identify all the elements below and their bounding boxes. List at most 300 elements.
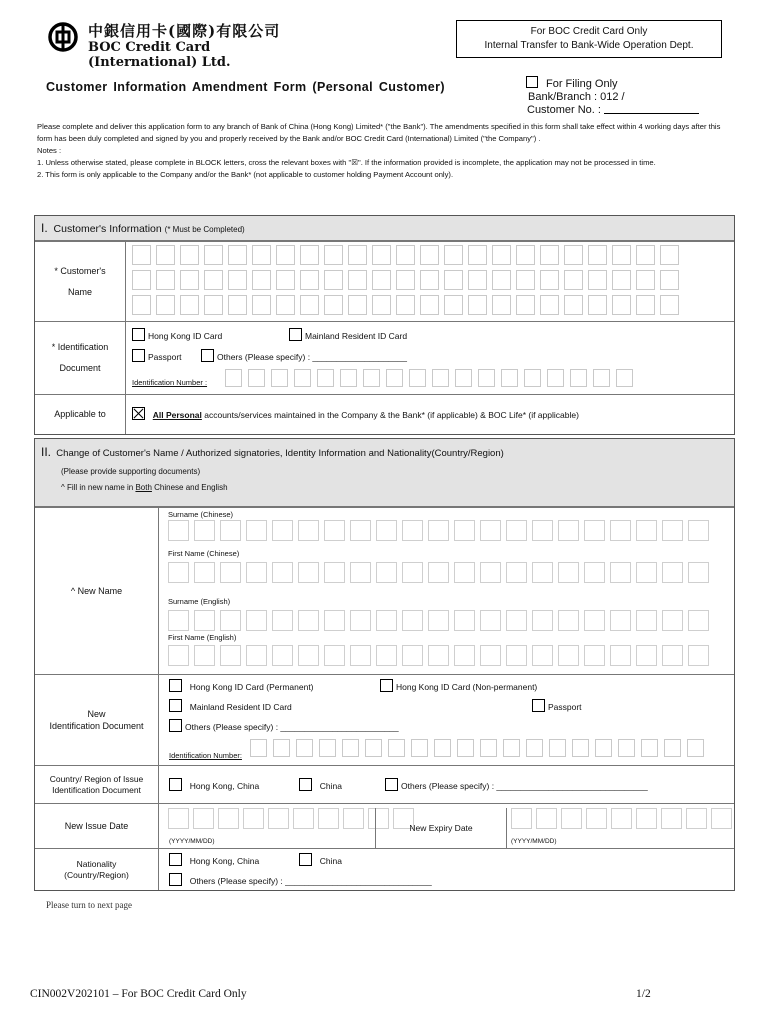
country-option-hk-china[interactable] [169, 778, 259, 791]
char-box[interactable] [584, 645, 605, 666]
filing-block [526, 76, 726, 117]
char-box[interactable] [558, 610, 579, 631]
char-box[interactable] [324, 245, 343, 265]
option-mainland-id-new[interactable] [169, 699, 292, 712]
char-box[interactable] [228, 270, 247, 290]
char-box[interactable] [228, 245, 247, 265]
char-box[interactable] [516, 295, 535, 315]
char-box[interactable] [636, 520, 657, 541]
char-box[interactable] [536, 808, 557, 829]
char-box[interactable] [168, 520, 189, 541]
char-box[interactable] [132, 295, 151, 315]
char-box[interactable] [588, 295, 607, 315]
char-box[interactable] [388, 739, 405, 757]
new-id-label-line2: Identification Document [49, 721, 144, 731]
hkid-nonpermanent-checkbox[interactable] [380, 679, 393, 692]
section-1-note: (* Must be Completed) [164, 225, 245, 234]
char-box[interactable] [532, 520, 553, 541]
char-box[interactable] [168, 808, 189, 829]
char-box[interactable] [688, 562, 709, 583]
char-box[interactable] [610, 562, 631, 583]
option-others-new[interactable] [169, 719, 399, 732]
applicable-label: Applicable to [35, 395, 126, 434]
char-box[interactable] [225, 369, 242, 387]
char-box[interactable] [593, 369, 610, 387]
char-box[interactable] [561, 808, 582, 829]
char-box[interactable] [402, 645, 423, 666]
char-box[interactable] [293, 808, 314, 829]
char-box[interactable] [376, 520, 397, 541]
char-box[interactable] [687, 739, 704, 757]
char-box[interactable] [660, 245, 679, 265]
char-box[interactable] [616, 369, 633, 387]
char-box[interactable] [180, 270, 199, 290]
char-box[interactable] [636, 270, 655, 290]
section-1-number: I. [41, 221, 48, 235]
char-box[interactable] [468, 270, 487, 290]
char-box[interactable] [688, 645, 709, 666]
nationality-others-checkbox[interactable] [169, 873, 182, 886]
char-box[interactable] [501, 369, 518, 387]
char-box[interactable] [661, 808, 682, 829]
issue-expiry-row [35, 803, 734, 848]
char-box[interactable] [350, 610, 371, 631]
char-box[interactable] [618, 739, 635, 757]
country-china-label: China [319, 781, 342, 791]
char-box[interactable] [317, 369, 334, 387]
char-box[interactable] [324, 520, 345, 541]
char-box[interactable] [350, 562, 371, 583]
char-box[interactable] [516, 245, 535, 265]
applicable-row [35, 394, 734, 434]
surname-chinese-boxes[interactable] [168, 520, 709, 541]
char-box[interactable] [396, 245, 415, 265]
char-box[interactable] [376, 562, 397, 583]
char-box[interactable] [588, 245, 607, 265]
expiry-date-boxes[interactable] [511, 808, 732, 829]
char-box[interactable] [228, 295, 247, 315]
char-box[interactable] [511, 808, 532, 829]
all-personal-checkbox[interactable] [132, 407, 145, 420]
char-box[interactable] [296, 739, 313, 757]
char-box[interactable] [294, 369, 311, 387]
char-box[interactable] [204, 295, 223, 315]
first-name-chinese-label: First Name (Chinese) [168, 549, 240, 558]
customer-no-field[interactable] [604, 104, 699, 114]
char-box[interactable] [444, 295, 463, 315]
char-box[interactable] [586, 808, 607, 829]
issue-date-format: (YYYY/MM/DD) [169, 838, 215, 845]
char-box[interactable] [564, 245, 583, 265]
char-box[interactable] [506, 645, 527, 666]
char-box[interactable] [549, 739, 566, 757]
char-box[interactable] [319, 739, 336, 757]
section-change-information [34, 438, 735, 891]
char-box[interactable] [298, 645, 319, 666]
char-box[interactable] [584, 520, 605, 541]
char-box[interactable] [268, 808, 289, 829]
option-hkid-permanent[interactable] [169, 679, 314, 692]
char-box[interactable] [480, 739, 497, 757]
filing-label: For Filing Only [546, 78, 618, 90]
char-box[interactable] [610, 520, 631, 541]
country-hk-china-checkbox[interactable] [169, 778, 182, 791]
char-box[interactable] [664, 739, 681, 757]
char-box[interactable] [492, 245, 511, 265]
mainland-id-new-checkbox[interactable] [169, 699, 182, 712]
char-box[interactable] [350, 520, 371, 541]
note-1: 1. Unless otherwise stated, please complete in BLOCK letters, cross the relevant boxes with "☒". If the information provided is incomplete, the application may not be processed in time. [37, 158, 656, 167]
char-box[interactable] [572, 739, 589, 757]
hkid-checkbox[interactable] [132, 328, 145, 341]
char-box[interactable] [636, 645, 657, 666]
char-box[interactable] [272, 562, 293, 583]
char-box[interactable] [298, 562, 319, 583]
char-box[interactable] [194, 562, 215, 583]
char-box[interactable] [636, 610, 657, 631]
char-box[interactable] [372, 270, 391, 290]
char-box[interactable] [168, 610, 189, 631]
char-box[interactable] [218, 808, 239, 829]
char-box[interactable] [204, 270, 223, 290]
char-box[interactable] [688, 610, 709, 631]
char-box[interactable] [246, 645, 267, 666]
char-box[interactable] [220, 562, 241, 583]
customer-name-boxes-2[interactable] [132, 270, 679, 290]
identification-row [35, 321, 734, 394]
char-box[interactable] [547, 369, 564, 387]
char-box[interactable] [432, 369, 449, 387]
nationality-row [35, 848, 734, 890]
option-hkid-nonpermanent[interactable] [380, 679, 537, 692]
char-box[interactable] [444, 245, 463, 265]
char-box[interactable] [610, 645, 631, 666]
char-box[interactable] [298, 520, 319, 541]
option-others[interactable] [201, 349, 407, 362]
country-others-checkbox[interactable] [385, 778, 398, 791]
section-2-number: II. [41, 445, 52, 459]
char-box[interactable] [662, 645, 683, 666]
char-box[interactable] [273, 739, 290, 757]
new-id-label [35, 675, 159, 765]
char-box[interactable] [343, 808, 364, 829]
form-title: Customer Information Amendment Form (Personal Customer) [46, 80, 445, 94]
char-box[interactable] [492, 270, 511, 290]
char-box[interactable] [558, 562, 579, 583]
customer-name-row [35, 241, 734, 321]
form-code: CIN002V202101 – For BOC Credit Card Only [30, 988, 247, 1000]
char-box[interactable] [420, 270, 439, 290]
char-box[interactable] [396, 270, 415, 290]
char-box[interactable] [243, 808, 264, 829]
char-box[interactable] [526, 739, 543, 757]
char-box[interactable] [300, 295, 319, 315]
char-box[interactable] [524, 369, 541, 387]
option-mainland-id[interactable] [289, 328, 407, 341]
char-box[interactable] [363, 369, 380, 387]
char-box[interactable] [516, 270, 535, 290]
country-china-checkbox[interactable] [299, 778, 312, 791]
char-box[interactable] [365, 739, 382, 757]
char-box[interactable] [348, 270, 367, 290]
char-box[interactable] [324, 295, 343, 315]
passport-checkbox[interactable] [132, 349, 145, 362]
char-box[interactable] [220, 610, 241, 631]
first-name-chinese-boxes[interactable] [168, 562, 709, 583]
boc-logo-icon [48, 22, 78, 52]
char-box[interactable] [662, 610, 683, 631]
char-box[interactable] [686, 808, 707, 829]
applicable-description: accounts/services maintained in the Company & the Bank* (if applicable) & BOC Life* (if applicable) [204, 410, 579, 420]
char-box[interactable] [711, 808, 732, 829]
new-expiry-date-label: New Expiry Date [375, 808, 507, 848]
country-option-others[interactable] [385, 778, 648, 791]
others-new-checkbox[interactable] [169, 719, 182, 732]
char-box[interactable] [480, 645, 501, 666]
char-box[interactable] [402, 610, 423, 631]
char-box[interactable] [506, 610, 527, 631]
char-box[interactable] [468, 295, 487, 315]
page-number: 1/2 [636, 988, 651, 1000]
country-issue-label [35, 766, 159, 803]
new-id-label-line1: New [87, 709, 106, 719]
char-box[interactable] [372, 245, 391, 265]
char-box[interactable] [503, 739, 520, 757]
customer-no-label: Customer No. : [527, 104, 601, 116]
char-box[interactable] [246, 520, 267, 541]
hkid-permanent-checkbox[interactable] [169, 679, 182, 692]
char-box[interactable] [662, 520, 683, 541]
customer-name-boxes-3[interactable] [132, 295, 679, 315]
char-box[interactable] [300, 270, 319, 290]
char-box[interactable] [272, 520, 293, 541]
applicable-all-personal[interactable] [132, 407, 579, 420]
section-1-title: Customer's Information [53, 223, 162, 235]
passport-new-checkbox[interactable] [532, 699, 545, 712]
new-id-number-boxes[interactable] [250, 739, 704, 757]
nationality-hk-china-checkbox[interactable] [169, 853, 182, 866]
char-box[interactable] [376, 645, 397, 666]
option-passport[interactable] [132, 349, 182, 362]
char-box[interactable] [532, 562, 553, 583]
first-name-english-boxes[interactable] [168, 645, 709, 666]
char-box[interactable] [636, 245, 655, 265]
char-box[interactable] [132, 245, 151, 265]
char-box[interactable] [428, 645, 449, 666]
char-box[interactable] [480, 610, 501, 631]
char-box[interactable] [612, 295, 631, 315]
nationality-china-checkbox[interactable] [299, 853, 312, 866]
char-box[interactable] [434, 739, 451, 757]
char-box[interactable] [402, 562, 423, 583]
mainland-id-checkbox[interactable] [289, 328, 302, 341]
char-box[interactable] [246, 562, 267, 583]
option-passport-new[interactable] [532, 699, 582, 712]
char-box[interactable] [428, 562, 449, 583]
hkid-nonpermanent-label: Hong Kong ID Card (Non-permanent) [396, 682, 538, 692]
char-box[interactable] [595, 739, 612, 757]
char-box[interactable] [636, 562, 657, 583]
char-box[interactable] [271, 369, 288, 387]
char-box[interactable] [532, 610, 553, 631]
char-box[interactable] [348, 295, 367, 315]
customer-name-label [35, 242, 126, 321]
char-box[interactable] [298, 610, 319, 631]
char-box[interactable] [250, 739, 267, 757]
nationality-option-others[interactable] [169, 873, 432, 886]
char-box[interactable] [318, 808, 339, 829]
char-box[interactable] [411, 739, 428, 757]
char-box[interactable] [641, 739, 658, 757]
char-box[interactable] [454, 610, 475, 631]
char-box[interactable] [168, 562, 189, 583]
char-box[interactable] [252, 245, 271, 265]
char-box[interactable] [478, 369, 495, 387]
char-box[interactable] [220, 520, 241, 541]
nationality-label-line1: Nationality [76, 858, 117, 869]
char-box[interactable] [558, 645, 579, 666]
intro-text [37, 121, 737, 181]
char-box[interactable] [324, 610, 345, 631]
char-box[interactable] [180, 245, 199, 265]
char-box[interactable] [252, 295, 271, 315]
char-box[interactable] [376, 610, 397, 631]
char-box[interactable] [156, 270, 175, 290]
char-box[interactable] [180, 295, 199, 315]
char-box[interactable] [428, 610, 449, 631]
char-box[interactable] [340, 369, 357, 387]
mainland-id-label: Mainland Resident ID Card [305, 331, 408, 341]
char-box[interactable] [540, 245, 559, 265]
char-box[interactable] [409, 369, 426, 387]
others-checkbox[interactable] [201, 349, 214, 362]
char-box[interactable] [612, 245, 631, 265]
char-box[interactable] [386, 369, 403, 387]
char-box[interactable] [660, 295, 679, 315]
surname-english-boxes[interactable] [168, 610, 709, 631]
char-box[interactable] [193, 808, 214, 829]
char-box[interactable] [457, 739, 474, 757]
char-box[interactable] [276, 245, 295, 265]
char-box[interactable] [588, 270, 607, 290]
nationality-hk-china-label: Hong Kong, China [189, 856, 260, 866]
option-hkid[interactable] [132, 328, 222, 341]
char-box[interactable] [480, 562, 501, 583]
char-box[interactable] [492, 295, 511, 315]
char-box[interactable] [252, 270, 271, 290]
char-box[interactable] [420, 245, 439, 265]
nationality-option-hk-china[interactable] [169, 853, 259, 866]
char-box[interactable] [342, 739, 359, 757]
char-box[interactable] [194, 645, 215, 666]
char-box[interactable] [276, 270, 295, 290]
nationality-option-china[interactable] [299, 853, 342, 866]
char-box[interactable] [428, 520, 449, 541]
char-box[interactable] [636, 808, 657, 829]
char-box[interactable] [688, 520, 709, 541]
turn-page-note: Please turn to next page [46, 900, 132, 910]
char-box[interactable] [468, 245, 487, 265]
char-box[interactable] [564, 295, 583, 315]
char-box[interactable] [570, 369, 587, 387]
char-box[interactable] [584, 562, 605, 583]
char-box[interactable] [584, 610, 605, 631]
char-box[interactable] [662, 562, 683, 583]
filing-checkbox[interactable] [526, 76, 538, 88]
char-box[interactable] [300, 245, 319, 265]
customer-name-label-line1: * Customer's [54, 265, 106, 276]
char-box[interactable] [454, 645, 475, 666]
surname-english-label: Surname (English) [168, 597, 231, 606]
char-box[interactable] [272, 645, 293, 666]
char-box[interactable] [324, 645, 345, 666]
char-box[interactable] [612, 270, 631, 290]
customer-name-label-line2: Name [67, 286, 92, 297]
char-box[interactable] [194, 520, 215, 541]
country-issue-label-line2: Identification Document [52, 784, 141, 795]
char-box[interactable] [350, 645, 371, 666]
country-option-china[interactable] [299, 778, 342, 791]
char-box[interactable] [132, 270, 151, 290]
char-box[interactable] [396, 295, 415, 315]
char-box[interactable] [506, 562, 527, 583]
char-box[interactable] [454, 562, 475, 583]
char-box[interactable] [402, 520, 423, 541]
char-box[interactable] [156, 245, 175, 265]
new-id-number-label: Identification Number: [169, 751, 242, 760]
char-box[interactable] [540, 270, 559, 290]
char-box[interactable] [454, 520, 475, 541]
customer-name-boxes-1[interactable] [132, 245, 679, 265]
country-hk-china-label: Hong Kong, China [189, 781, 260, 791]
char-box[interactable] [611, 808, 632, 829]
char-box[interactable] [324, 562, 345, 583]
char-box[interactable] [480, 520, 501, 541]
nationality-label-line2: (Country/Region) [64, 869, 129, 880]
char-box[interactable] [324, 270, 343, 290]
char-box[interactable] [532, 645, 553, 666]
all-personal-label: All Personal [152, 410, 202, 420]
char-box[interactable] [272, 610, 293, 631]
hkid-permanent-label: Hong Kong ID Card (Permanent) [189, 682, 314, 692]
char-box[interactable] [348, 245, 367, 265]
char-box[interactable] [506, 520, 527, 541]
char-box[interactable] [636, 295, 655, 315]
char-box[interactable] [610, 610, 631, 631]
char-box[interactable] [156, 295, 175, 315]
char-box[interactable] [276, 295, 295, 315]
char-box[interactable] [168, 645, 189, 666]
char-box[interactable] [246, 610, 267, 631]
char-box[interactable] [372, 295, 391, 315]
char-box[interactable] [204, 245, 223, 265]
char-box[interactable] [558, 520, 579, 541]
notes-label: Notes : [37, 146, 62, 155]
char-box[interactable] [660, 270, 679, 290]
char-box[interactable] [444, 270, 463, 290]
char-box[interactable] [540, 295, 559, 315]
char-box[interactable] [194, 610, 215, 631]
bank-branch: Bank/Branch : 012 / [528, 91, 625, 103]
char-box[interactable] [420, 295, 439, 315]
char-box[interactable] [564, 270, 583, 290]
char-box[interactable] [248, 369, 265, 387]
char-box[interactable] [220, 645, 241, 666]
identification-label-line2: Document [59, 363, 101, 373]
char-box[interactable] [455, 369, 472, 387]
office-use-box [456, 20, 722, 58]
id-number-boxes[interactable] [225, 369, 633, 387]
